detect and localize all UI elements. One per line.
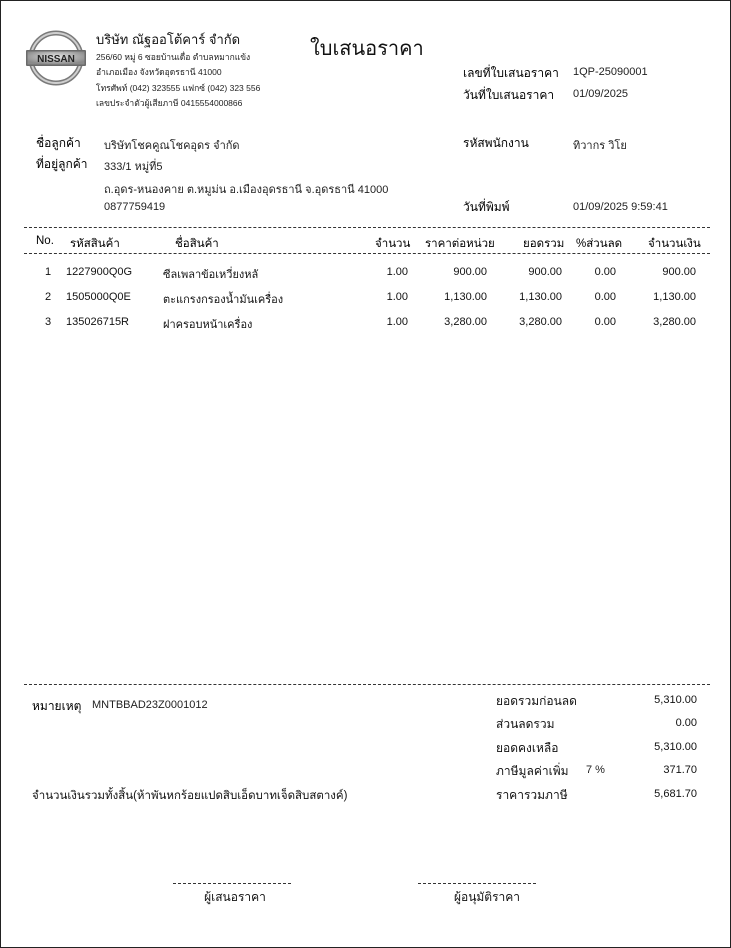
row-qty: 1.00 [386,291,408,303]
print-date-label: วันที่พิมพ์ [463,200,510,214]
nissan-logo [25,30,87,86]
row-no: 3 [45,316,52,328]
vat-value: 371.70 [663,764,697,776]
row-discount: 0.00 [594,266,616,278]
approver-signature-line [418,883,536,884]
document-title: ใบเสนอราคา [310,38,424,60]
row-qty: 1.00 [386,316,408,328]
company-phone: โทรศัพท์ (042) 323555 แฟกซ์ (042) 323 556 [96,83,261,93]
discount-total-label: ส่วนลดรวม [496,717,555,731]
proposer-signature-line [173,883,291,884]
grand-total-label: ราคารวมภาษี [496,788,568,802]
header-unit-price: ราคาต่อหน่วย [425,238,495,250]
row-total: 3,280.00 [519,316,562,328]
grand-total-value: 5,681.70 [654,788,697,800]
net-label: ยอดคงเหลือ [496,741,559,755]
header-qty: จำนวน [375,238,411,250]
row-unit-price: 1,130.00 [444,291,487,303]
row-amount: 900.00 [662,266,696,278]
row-amount: 3,280.00 [653,316,696,328]
row-name: ฝาครอบหน้าเครื่อง [163,319,253,331]
customer-phone: 0877759419 [104,201,166,213]
header-name: ชื่อสินค้า [175,238,219,250]
company-tax-id: เลขประจำตัวผู้เสียภาษี 0415554000866 [96,98,243,108]
row-code: 1227900Q0G [66,266,133,278]
subtotal-label: ยอดรวมก่อนลด [496,694,577,708]
proposer-label: ผู้เสนอราคา [204,890,266,904]
quote-no: 1QP-25090001 [573,66,648,78]
row-name: ซีลเพลาข้อเหวี่ยงหลั [163,269,259,281]
header-total: ยอดรวม [523,238,565,250]
company-name: บริษัท ณัฐออโต้คาร์ จำกัด [96,32,241,47]
subtotal-value: 5,310.00 [654,694,697,706]
employee-name: ทิวากร วิโย [573,140,627,152]
header-amount: จำนวนเงิน [648,238,701,250]
amount-in-words [32,787,347,805]
amount-words-label: จำนวนเงินรวมทั้งสิ้น [32,790,134,802]
header-no: No. [36,235,54,247]
remarks-value: MNTBBAD23Z0001012 [92,699,208,711]
table-top-rule [24,227,710,228]
row-name: ตะแกรงกรองน้ำมันเครื่อง [163,294,284,306]
row-discount: 0.00 [594,291,616,303]
vat-label: ภาษีมูลค่าเพิ่ม [496,764,569,778]
header-discount: %ส่วนลด [576,238,623,250]
row-discount: 0.00 [594,316,616,328]
print-date: 01/09/2025 9:59:41 [573,201,668,213]
row-no: 2 [45,291,52,303]
table-header-rule [24,253,710,254]
customer-name-label: ชื่อลูกค้า [36,136,81,150]
discount-total-value: 0.00 [675,717,697,729]
vat-rate: 7 % [586,764,605,776]
row-total: 900.00 [528,266,562,278]
row-unit-price: 900.00 [453,266,487,278]
company-address-2: อำเภอเมือง จังหวัดอุดรธานี 41000 [96,67,222,77]
quote-no-label: เลขที่ใบเสนอราคา [463,66,559,80]
row-code: 135026715R [66,316,130,328]
customer-address-1: 333/1 หมู่ที่5 [104,161,163,173]
row-qty: 1.00 [386,266,408,278]
row-code: 1505000Q0E [66,291,131,303]
remarks-label: หมายเหตุ [32,699,82,713]
row-total: 1,130.00 [519,291,562,303]
row-no: 1 [45,266,52,278]
logo-text: NISSAN [37,54,75,65]
quote-date-label: วันที่ใบเสนอราคา [463,88,555,102]
net-value: 5,310.00 [654,741,697,753]
row-amount: 1,130.00 [653,291,696,303]
customer-name: บริษัทโชคคูณโชคอุดร จำกัด [104,140,240,152]
header-code: รหัสสินค้า [70,238,120,250]
footer-rule [24,684,710,685]
row-unit-price: 3,280.00 [444,316,487,328]
company-address-1: 256/60 หมู่ 6 ซอยบ้านเดื่อ ตำบลหมากแข้ง [96,52,251,62]
customer-address-label: ที่อยู่ลูกค้า [36,157,88,171]
amount-words-value: (ห้าพันหกร้อยแปดสิบเอ็ดบาทเจ็ดสิบสตางค์) [133,790,348,802]
approver-label: ผู้อนุมัติราคา [453,890,521,904]
customer-address-2: ถ.อุดร-หนองคาย ต.หมูม่น อ.เมืองอุดรธานี จ.อุดรธานี 41000 [104,184,389,196]
quote-date: 01/09/2025 [573,88,629,100]
employee-label: รหัสพนักงาน [463,136,529,150]
